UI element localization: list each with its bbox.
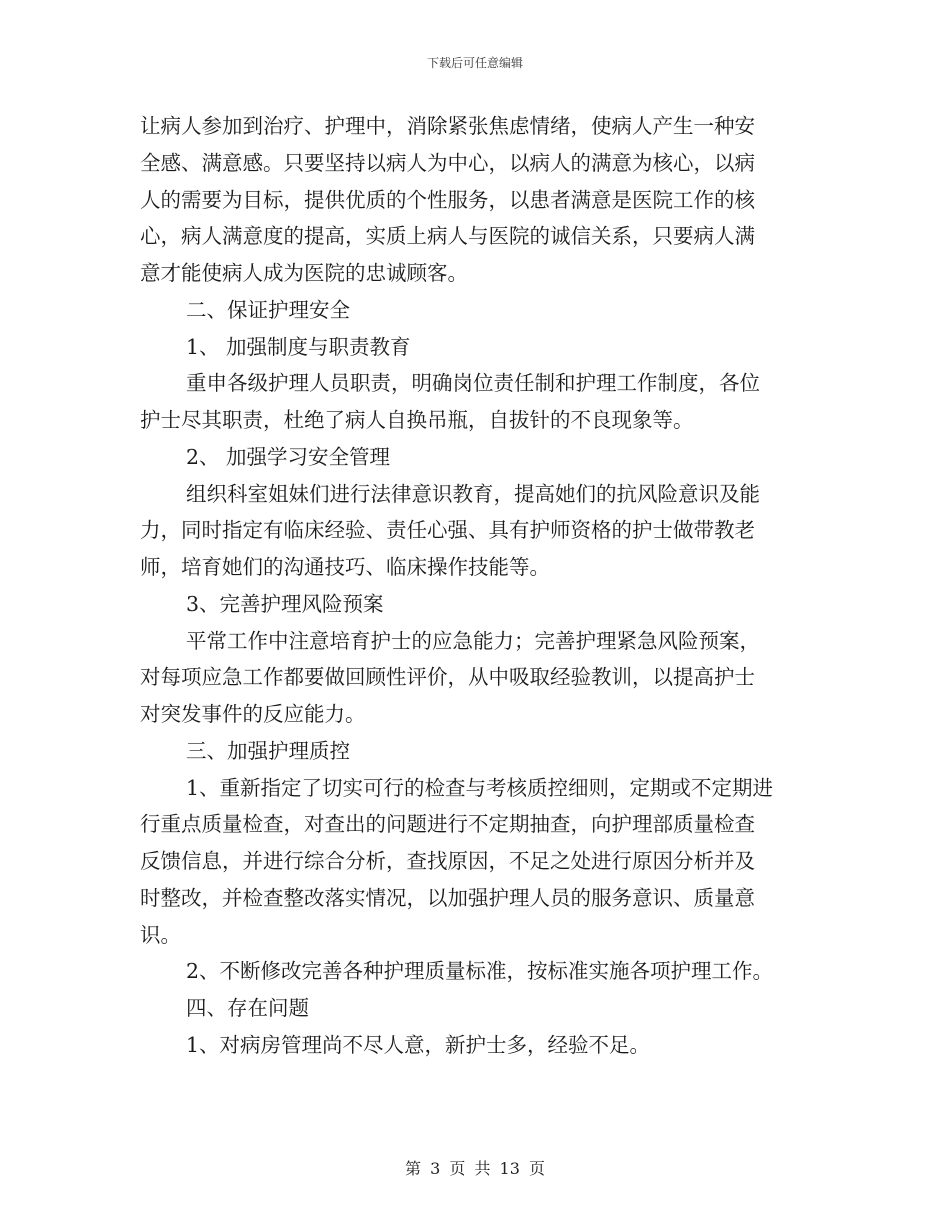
text-line: 心，病人满意度的提高，实质上病人与医院的诚信关系，只要病人满: [140, 224, 755, 249]
text-line: 人的需要为目标，提供优质的个性服务，以患者满意是医院工作的核: [140, 187, 755, 212]
text-line: 平常工作中注意培育护士的应急能力；完善护理紧急风险预案，: [186, 628, 760, 653]
text-line: 对突发事件的反应能力。: [140, 702, 366, 726]
text-line: 重申各级护理人员职责，明确岗位责任制和护理工作制度，各位: [186, 371, 760, 396]
text-line: 二、保证护理安全: [186, 297, 350, 322]
text-line: 师，培育她们的沟通技巧、临床操作技能等。: [140, 555, 550, 579]
text-line: 时整改，并检查整改落实情况，以加强护理人员的服务意识、质量意: [140, 885, 755, 910]
text-line: 对每项应急工作都要做回顾性评价，从中吸取经验教训，以提高护士: [140, 665, 755, 690]
text-line: 反馈信息，并进行综合分析，查找原因，不足之处进行原因分析并及: [140, 849, 755, 873]
text-line: 1、重新指定了切实可行的检查与考核质控细则，定期或不定期进: [186, 775, 774, 800]
text-line: 三、加强护理质控: [186, 738, 350, 763]
text-line: 让病人参加到治疗、护理中，消除紧张焦虑情绪，使病人产生一种安: [140, 114, 755, 138]
text-line: 2、不断修改完善各种护理质量标准，按标准实施各项护理工作。: [186, 959, 774, 984]
text-line: 1、对病房管理尚不尽人意，新护士多，经验不足。: [186, 1032, 651, 1057]
text-line: 3、完善护理风险预案: [186, 591, 384, 616]
text-line: 四、存在问题: [186, 996, 309, 1020]
text-line: 力，同时指定有临床经验、责任心强、具有护师资格的护士做带教老: [140, 518, 755, 543]
page-header: 下载后可任意编辑: [426, 56, 523, 70]
text-line: 组织科室姐妹们进行法律意识教育，提高她们的抗风险意识及能: [186, 481, 760, 506]
text-line: 2、 加强学习安全管理: [186, 444, 391, 469]
text-line: 行重点质量检查，对查出的问题进行不定期抽查，向护理部质量检查: [140, 812, 755, 837]
text-line: 护士尽其职责，杜绝了病人自换吊瓶，自拔针的不良现象等。: [140, 408, 694, 432]
text-line: 识。: [140, 922, 181, 947]
text-line: 意才能使病人成为医院的忠诚顾客。: [140, 261, 468, 285]
page-footer: 第 3 页 共 13 页: [405, 1159, 545, 1178]
text-line: 1、 加强制度与职责教育: [186, 334, 411, 359]
document-body: [140, 108, 810, 1064]
text-line: 全感、满意感。只要坚持以病人为中心，以病人的满意为核心，以病: [140, 150, 755, 175]
